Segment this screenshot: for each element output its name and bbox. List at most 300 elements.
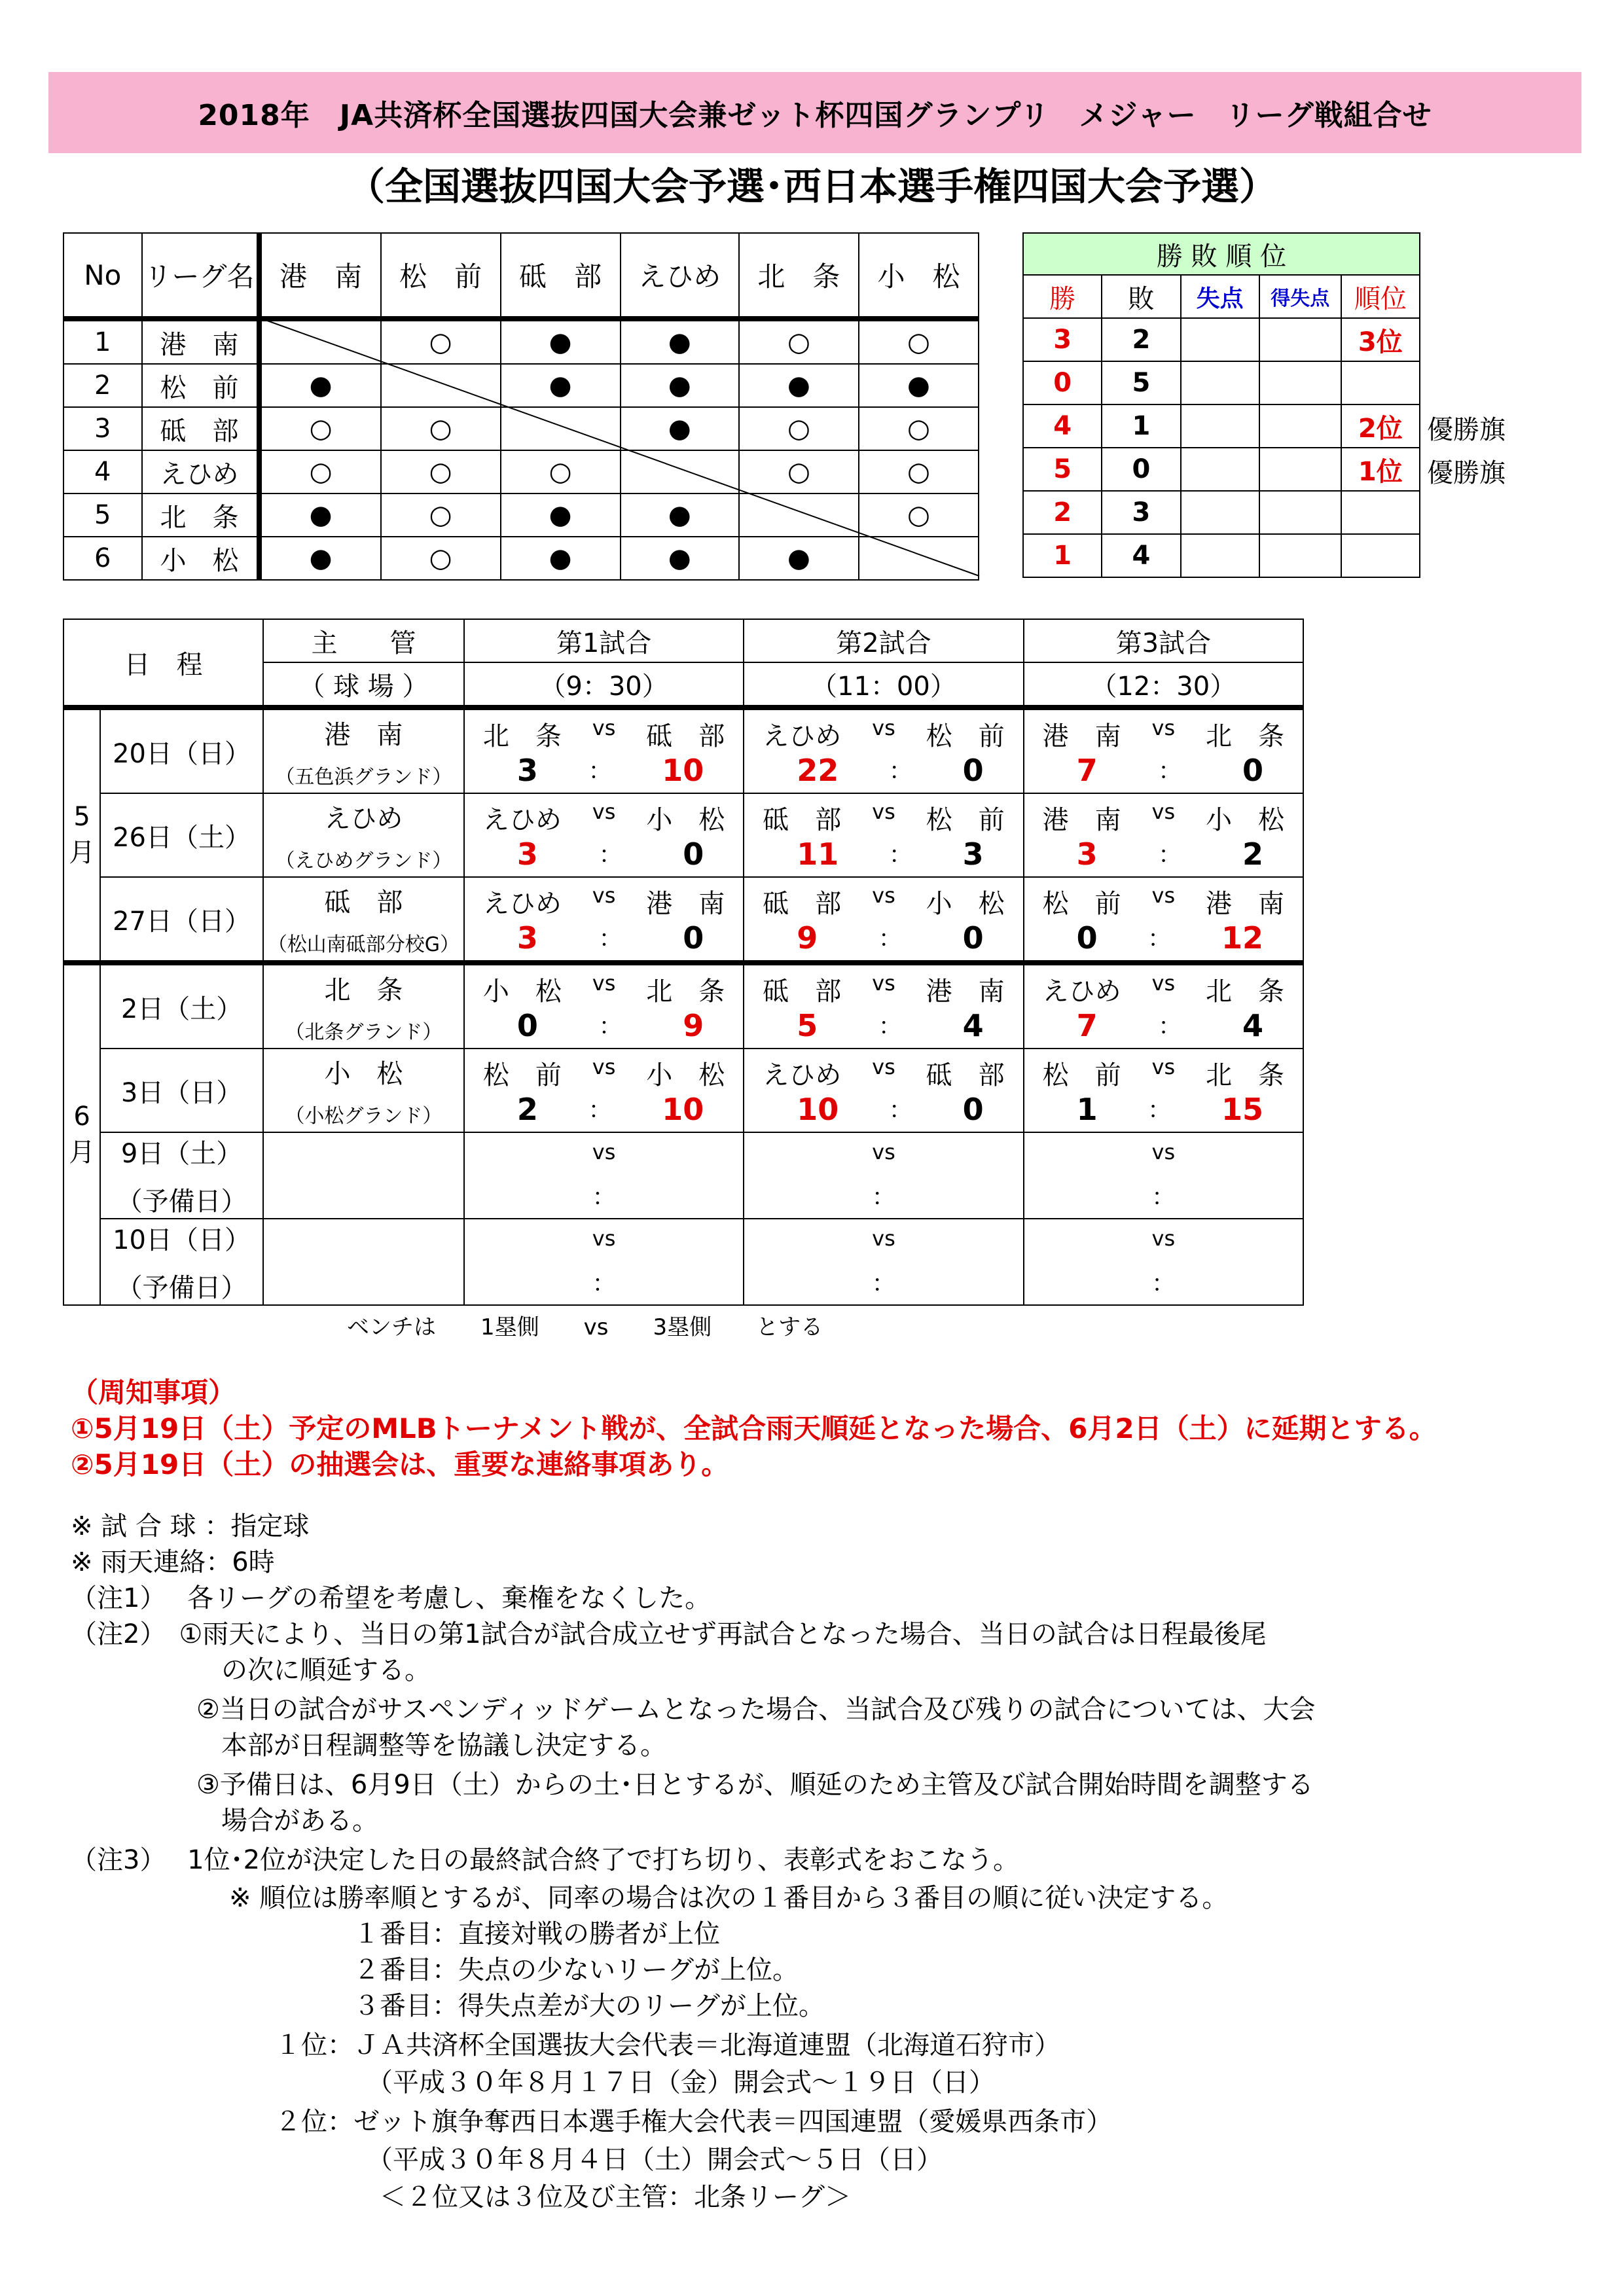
- vs-label: vs: [872, 1139, 895, 1164]
- header-run-diff: 得失点: [1259, 275, 1341, 318]
- wins-value: 0: [1023, 361, 1102, 404]
- match-teams: [465, 715, 743, 753]
- championship-flag-label: 優勝旗: [1427, 458, 1506, 488]
- match-teams: [465, 1054, 743, 1092]
- match-teams: [744, 971, 1022, 1008]
- team-away: 小 松: [646, 804, 725, 835]
- match-cell: [744, 793, 1023, 877]
- standings-title: 勝 敗 順 位: [1023, 233, 1420, 275]
- match-cell: [464, 708, 744, 793]
- match-cell: [464, 877, 744, 963]
- vs-label: vs: [592, 882, 616, 908]
- match-teams: [744, 799, 1022, 836]
- title-banner: 2018年 JA共済杯全国選抜四国大会兼ゼット杯四国グランプリ メジャー リーグ戦組合せ: [48, 72, 1581, 153]
- losses-value: 0: [1102, 448, 1180, 491]
- row-no: 1: [63, 319, 142, 364]
- score-separator: ：: [1151, 1183, 1176, 1211]
- header-team: えひめ: [621, 233, 739, 319]
- match-cell: [744, 963, 1023, 1049]
- rank-value: [1341, 534, 1420, 577]
- runs-allowed-value: [1181, 361, 1259, 404]
- vs-label: vs: [592, 970, 616, 996]
- schedule-header-ground: （ 球 場 ）: [263, 662, 464, 708]
- match-cell: [1024, 877, 1303, 963]
- score-separator: ：: [871, 1183, 895, 1211]
- team-away: 砥 部: [646, 721, 725, 751]
- host-cell: [263, 877, 464, 963]
- row-league-name: 砥 部: [142, 407, 259, 450]
- run-diff-value: [1259, 318, 1341, 361]
- score-away: 2: [1242, 836, 1263, 872]
- vs-label: vs: [592, 1054, 616, 1079]
- match-score: [744, 836, 1022, 872]
- score-home: 7: [1076, 752, 1098, 788]
- match-teams: [744, 1054, 1022, 1092]
- score-separator: ：: [1147, 1096, 1172, 1124]
- score-away: 10: [662, 752, 704, 788]
- loss-mark: ●: [621, 493, 739, 537]
- match-score: [465, 836, 743, 872]
- loss-mark: ●: [501, 537, 621, 580]
- match-teams: [1024, 971, 1303, 1008]
- score-home: 10: [797, 1091, 839, 1127]
- score-away: 12: [1221, 920, 1263, 956]
- header-runs-allowed: 失点: [1181, 275, 1259, 318]
- win-mark: ○: [381, 493, 501, 537]
- loss-mark: ●: [621, 319, 739, 364]
- match-score: [465, 753, 743, 788]
- month-label: 5 月: [63, 708, 100, 963]
- win-mark: ○: [381, 319, 501, 364]
- header-team: 松 前: [381, 233, 501, 319]
- match-teams: [1024, 715, 1303, 753]
- score-away: 3: [962, 836, 984, 872]
- team-away: 港 南: [646, 888, 725, 919]
- score-away: 0: [683, 836, 704, 872]
- win-mark: ○: [259, 450, 381, 493]
- match-score: [1024, 753, 1303, 788]
- note-line: （注3） 1位･2位が決定した日の最終試合終了で打ち切り、表彰式をおこなう。: [71, 1845, 1020, 1875]
- header-team: 北 条: [739, 233, 859, 319]
- ground-name: （えひめグランド）: [275, 849, 452, 872]
- win-mark: ○: [859, 450, 979, 493]
- score-separator: ：: [588, 757, 612, 785]
- note-line: ※ 試 合 球 ：指定球: [71, 1511, 310, 1541]
- team-home: 港 南: [1042, 804, 1121, 835]
- score-home: 2: [516, 1091, 538, 1127]
- win-mark: ○: [381, 450, 501, 493]
- match-score: [465, 1092, 743, 1127]
- score-separator: ：: [598, 1013, 623, 1040]
- win-mark: ○: [259, 407, 381, 450]
- game1-time: （9：30）: [464, 662, 744, 708]
- match-score: [465, 1008, 743, 1043]
- win-mark: ○: [739, 319, 859, 364]
- note-line: ３番目：得失点差が大のリーグが上位。: [353, 1991, 825, 2021]
- standings-table: [1022, 232, 1420, 578]
- run-diff-value: [1259, 404, 1341, 448]
- team-home: 砥 部: [763, 804, 842, 835]
- standings-row: [1023, 448, 1420, 491]
- reserve-date-cell: [100, 1219, 263, 1305]
- match-score: [465, 920, 743, 956]
- row-league-name: 港 南: [142, 319, 259, 364]
- championship-flag-label: 優勝旗: [1427, 415, 1506, 445]
- score-away: 4: [962, 1007, 984, 1043]
- loss-mark: ●: [739, 537, 859, 580]
- rank-value: [1341, 491, 1420, 534]
- host-name: えひめ: [324, 803, 403, 834]
- score-home: 0: [1076, 920, 1098, 956]
- header-team: 港 南: [259, 233, 381, 319]
- score-home: 3: [1076, 836, 1098, 872]
- note-line: ※ 雨天連絡：6時: [71, 1547, 275, 1577]
- match-score: [1024, 1008, 1303, 1043]
- reserve-match-cell: [744, 1132, 1023, 1219]
- team-away: 北 条: [1206, 976, 1284, 1007]
- score-home: 11: [797, 836, 839, 872]
- score-home: 5: [797, 1007, 818, 1043]
- host-name: 小 松: [324, 1058, 403, 1089]
- game2-header: 第2試合: [744, 619, 1023, 662]
- match-score: [744, 1092, 1022, 1127]
- team-home: えひめ: [482, 888, 562, 919]
- score-away: 10: [662, 1091, 704, 1127]
- match-cell: [1024, 1049, 1303, 1132]
- team-away: 北 条: [646, 976, 725, 1007]
- score-separator: ：: [1158, 757, 1182, 785]
- host-name: 港 南: [324, 719, 403, 750]
- runs-allowed-value: [1181, 318, 1259, 361]
- vs-label: vs: [592, 715, 616, 740]
- win-mark: ○: [501, 450, 621, 493]
- score-away: 0: [962, 752, 984, 788]
- losses-value: 2: [1102, 318, 1180, 361]
- score-separator: ：: [1158, 1013, 1182, 1040]
- score-home: 3: [516, 752, 538, 788]
- vs-label: vs: [872, 715, 895, 740]
- losses-value: 1: [1102, 404, 1180, 448]
- match-cell: [744, 877, 1023, 963]
- vs-label: vs: [592, 1225, 616, 1251]
- match-teams: [744, 715, 1022, 753]
- rank-value: 3位: [1341, 318, 1420, 361]
- schedule-header-date: 日 程: [63, 619, 263, 708]
- schedule-table: [63, 619, 1304, 1306]
- note-line: （平成３０年８月４日（土）開会式～５日（日）: [367, 2145, 943, 2175]
- loss-mark: ●: [621, 537, 739, 580]
- score-home: 0: [516, 1007, 538, 1043]
- team-home: えひめ: [482, 804, 562, 835]
- vs-label: vs: [872, 970, 895, 996]
- match-cell: [464, 793, 744, 877]
- team-home: 松 前: [1042, 888, 1121, 919]
- date-cell: 3日（日）: [100, 1049, 263, 1132]
- date-cell: 26日（土）: [100, 793, 263, 877]
- team-away: 松 前: [926, 721, 1005, 751]
- losses-value: 4: [1102, 534, 1180, 577]
- team-home: 北 条: [482, 721, 562, 751]
- schedule-row: [63, 877, 1303, 963]
- vs-label: vs: [1151, 1225, 1176, 1251]
- run-diff-value: [1259, 491, 1341, 534]
- match-teams: [744, 883, 1022, 920]
- vs-label: vs: [1151, 970, 1176, 996]
- schedule-row: [63, 708, 1303, 793]
- note-line: １位：ＪＡ共済杯全国選抜大会代表＝北海道連盟（北海道石狩市）: [275, 2030, 1060, 2060]
- loss-mark: ●: [259, 537, 381, 580]
- vs-label: vs: [872, 1054, 895, 1079]
- score-separator: ：: [878, 925, 902, 952]
- note-line: ＜２位又は３位及び主管：北条リーグ＞: [380, 2182, 851, 2212]
- win-mark: ○: [859, 319, 979, 364]
- date-cell: 27日（日）: [100, 877, 263, 963]
- match-cell: [1024, 963, 1303, 1049]
- match-cell: [464, 963, 744, 1049]
- match-cell: [1024, 793, 1303, 877]
- loss-mark: ●: [501, 493, 621, 537]
- team-away: 小 松: [646, 1060, 725, 1090]
- row-no: 4: [63, 450, 142, 493]
- vs-label: vs: [872, 882, 895, 908]
- team-home: 砥 部: [763, 976, 842, 1007]
- team-away: 松 前: [926, 804, 1005, 835]
- run-diff-value: [1259, 534, 1341, 577]
- match-teams: [1024, 799, 1303, 836]
- note-line: （平成３０年８月１７日（金）開会式～１９日（日）: [367, 2068, 995, 2098]
- header-loss: 敗: [1102, 275, 1180, 318]
- match-score: [744, 920, 1022, 956]
- score-separator: ：: [888, 1096, 912, 1124]
- score-separator: ：: [598, 925, 623, 952]
- runs-allowed-value: [1181, 448, 1259, 491]
- header-team: 砥 部: [501, 233, 621, 319]
- date-cell: 2日（土）: [100, 963, 263, 1049]
- score-separator: ：: [1158, 841, 1182, 869]
- vs-label: vs: [872, 798, 895, 824]
- team-away: 港 南: [926, 976, 1005, 1007]
- reserve-date: 10日（日）: [113, 1225, 251, 1255]
- wins-value: 2: [1023, 491, 1102, 534]
- loss-mark: ●: [621, 407, 739, 450]
- header-team: 小 松: [859, 233, 979, 319]
- note-line: ③予備日は、6月9日（土）からの土･日とするが、順延のため主管及び試合開始時間を調整する: [196, 1770, 1314, 1800]
- schedule-row: [63, 1049, 1303, 1132]
- wins-value: 4: [1023, 404, 1102, 448]
- reserve-label: （予備日）: [116, 1273, 247, 1303]
- match-cell: [464, 1049, 744, 1132]
- losses-value: 3: [1102, 491, 1180, 534]
- host-cell: [263, 963, 464, 1049]
- score-separator: ：: [592, 1183, 616, 1211]
- vs-label: vs: [1151, 1139, 1176, 1164]
- match-cell: [744, 1049, 1023, 1132]
- score-separator: ：: [598, 841, 623, 869]
- match-cell: [1024, 708, 1303, 793]
- game2-time: （11：00）: [744, 662, 1023, 708]
- runs-allowed-value: [1181, 534, 1259, 577]
- rank-value: 1位: [1341, 448, 1420, 491]
- score-home: 3: [516, 836, 538, 872]
- standings-row: [1023, 361, 1420, 404]
- row-no: 5: [63, 493, 142, 537]
- note-line: １番目：直接対戦の勝者が上位: [353, 1919, 720, 1949]
- reserve-host-cell: [263, 1219, 464, 1305]
- match-score: [1024, 1092, 1303, 1127]
- match-teams: [465, 883, 743, 920]
- win-mark: ○: [739, 450, 859, 493]
- schedule-header-host: 主 管: [263, 619, 464, 662]
- vs-label: vs: [592, 1139, 616, 1164]
- row-league-name: 北 条: [142, 493, 259, 537]
- match-cell: [744, 708, 1023, 793]
- match-teams: [465, 971, 743, 1008]
- team-home: えひめ: [763, 1060, 842, 1090]
- note-line: （注2） ①雨天により、当日の第1試合が試合成立せず再試合となった場合、当日の試合は日程最後尾: [71, 1619, 1267, 1649]
- ground-name: （松山南砥部分校G）: [267, 933, 460, 956]
- standings-row: [1023, 491, 1420, 534]
- note-line: （注1） 各リーグの希望を考慮し、棄権をなくした。: [71, 1583, 712, 1613]
- game3-header: 第3試合: [1024, 619, 1303, 662]
- runs-allowed-value: [1181, 404, 1259, 448]
- reserve-label: （予備日）: [116, 1187, 247, 1217]
- standings-row: [1023, 534, 1420, 577]
- match-score: [1024, 920, 1303, 956]
- runs-allowed-value: [1181, 491, 1259, 534]
- team-home: えひめ: [1042, 976, 1121, 1007]
- score-home: 3: [516, 920, 538, 956]
- schedule-row: [63, 793, 1303, 877]
- team-away: 港 南: [1206, 888, 1284, 919]
- host-cell: [263, 708, 464, 793]
- run-diff-value: [1259, 361, 1341, 404]
- score-separator: ：: [878, 1013, 902, 1040]
- score-separator: ：: [888, 841, 912, 869]
- vs-label: vs: [1151, 798, 1176, 824]
- host-name: 砥 部: [324, 887, 403, 918]
- game1-header: 第1試合: [464, 619, 744, 662]
- reserve-match-cell: [1024, 1132, 1303, 1219]
- bench-note: ベンチは 1塁側 vs 3塁側 とする: [347, 1314, 823, 1340]
- standings-row: [1023, 404, 1420, 448]
- note-line: ※ 順位は勝率順とするが、同率の場合は次の１番目から３番目の順に従い決定する。: [229, 1883, 1229, 1913]
- score-home: 1: [1076, 1091, 1098, 1127]
- reserve-match-cell: [744, 1219, 1023, 1305]
- loss-mark: ●: [739, 364, 859, 407]
- notice-2: ②5月19日（土）の抽選会は、重要な連絡事項あり。: [71, 1448, 729, 1480]
- rank-value: 2位: [1341, 404, 1420, 448]
- score-separator: ：: [592, 1270, 616, 1297]
- win-mark: ○: [381, 537, 501, 580]
- team-home: 小 松: [482, 976, 562, 1007]
- team-away: 小 松: [926, 888, 1005, 919]
- score-home: 22: [797, 752, 839, 788]
- score-away: 15: [1221, 1091, 1263, 1127]
- note-line: ２位：ゼット旗争奪西日本選手権大会代表＝四国連盟（愛媛県西条市）: [275, 2107, 1113, 2137]
- score-away: 0: [962, 920, 984, 956]
- row-no: 3: [63, 407, 142, 450]
- score-separator: ：: [871, 1270, 895, 1297]
- match-teams: [1024, 883, 1303, 920]
- note-line: ２番目：失点の少ないリーグが上位。: [353, 1955, 799, 1985]
- reserve-row: [63, 1132, 1303, 1219]
- win-mark: ○: [381, 407, 501, 450]
- ground-name: （五色浜グランド）: [275, 765, 452, 789]
- reserve-date-cell: [100, 1132, 263, 1219]
- vs-label: vs: [872, 1225, 895, 1251]
- note-line: ②当日の試合がサスペンディッドゲームとなった場合、当試合及び残りの試合については、大会: [196, 1695, 1316, 1725]
- match-teams: [1024, 1054, 1303, 1092]
- run-diff-value: [1259, 448, 1341, 491]
- subtitle: （全国選抜四国大会予選･西日本選手権四国大会予選）: [346, 164, 1277, 209]
- losses-value: 5: [1102, 361, 1180, 404]
- ground-name: （小松グランド）: [285, 1104, 442, 1128]
- row-no: 6: [63, 537, 142, 580]
- team-home: 松 前: [482, 1060, 562, 1090]
- score-separator: ：: [1151, 1270, 1176, 1297]
- loss-mark: ●: [501, 319, 621, 364]
- score-home: 9: [797, 920, 818, 956]
- header-rank: 順位: [1341, 275, 1420, 318]
- schedule-row: [63, 963, 1303, 1049]
- team-home: 砥 部: [763, 888, 842, 919]
- vs-label: vs: [1151, 715, 1176, 740]
- reserve-match-cell: [1024, 1219, 1303, 1305]
- ground-name: （北条グランド）: [285, 1020, 442, 1044]
- header-win: 勝: [1023, 275, 1102, 318]
- vs-label: vs: [1151, 1054, 1176, 1079]
- note-line: の次に順延する。: [221, 1655, 431, 1685]
- score-away: 0: [962, 1091, 984, 1127]
- notice-1: ①5月19日（土）予定のMLBトーナメント戦が、全試合雨天順延となった場合、6月2日（土）に延期とする。: [71, 1412, 1437, 1444]
- match-teams: [465, 799, 743, 836]
- win-mark: ○: [739, 407, 859, 450]
- team-away: 小 松: [1206, 804, 1284, 835]
- score-away: 0: [683, 920, 704, 956]
- score-separator: ：: [1147, 925, 1172, 952]
- loss-mark: ●: [501, 364, 621, 407]
- header-league-name: リーグ名: [142, 233, 259, 319]
- team-home: えひめ: [763, 721, 842, 751]
- rank-value: [1341, 361, 1420, 404]
- score-away: 9: [683, 1007, 704, 1043]
- score-separator: ：: [588, 1096, 612, 1124]
- score-home: 7: [1076, 1007, 1098, 1043]
- match-score: [744, 1008, 1022, 1043]
- row-league-name: えひめ: [142, 450, 259, 493]
- team-home: 港 南: [1042, 721, 1121, 751]
- host-cell: [263, 1049, 464, 1132]
- date-cell: 20日（日）: [100, 708, 263, 793]
- wins-value: 3: [1023, 318, 1102, 361]
- month-label: 6 月: [63, 963, 100, 1305]
- loss-mark: ●: [621, 364, 739, 407]
- win-mark: ○: [859, 407, 979, 450]
- host-cell: [263, 793, 464, 877]
- note-line: 本部が日程調整等を協議し決定する。: [221, 1731, 666, 1761]
- row-league-name: 松 前: [142, 364, 259, 407]
- score-separator: ：: [888, 757, 912, 785]
- row-league-name: 小 松: [142, 537, 259, 580]
- vs-label: vs: [1151, 882, 1176, 908]
- score-away: 4: [1242, 1007, 1263, 1043]
- team-away: 砥 部: [926, 1060, 1005, 1090]
- loss-mark: ●: [259, 364, 381, 407]
- host-name: 北 条: [324, 975, 403, 1005]
- game3-time: （12：30）: [1024, 662, 1303, 708]
- wins-value: 1: [1023, 534, 1102, 577]
- reserve-host-cell: [263, 1132, 464, 1219]
